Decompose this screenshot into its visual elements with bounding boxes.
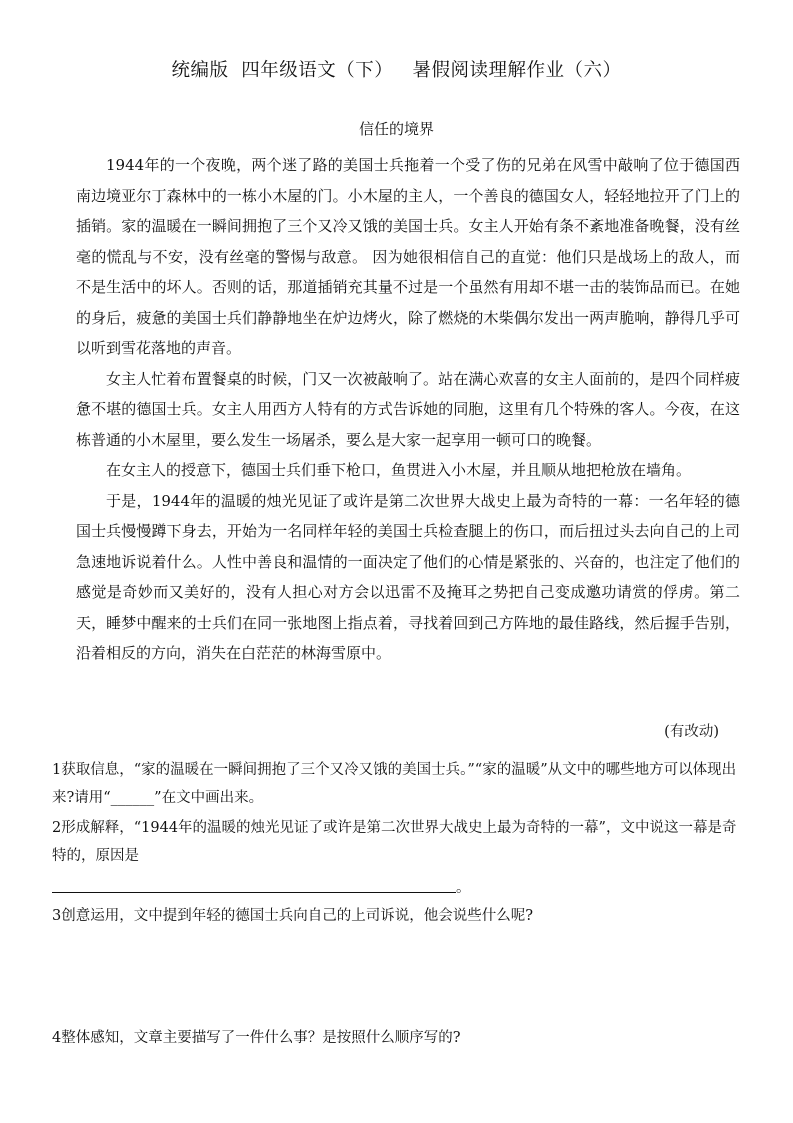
article-title: 信任的境界 — [358, 120, 434, 138]
article-paragraph-1: 1944年的一个夜晚，两个迷了路的美国士兵拖着一个受了伤的兄弟在风雪中敲响了位于德国西南边境亚尔丁森林中的一栋小木屋的门。小木屋的主人，一个善良的德国女人，轻轻地拉开了门上的插销。家的温暖在一瞬间拥抱了三个又冷又饿的美国士兵。女主人开始有条不紊地准备晚餐，没有丝毫的慌乱与不安，没有丝毫的警惕与敌意。 因为她很相信自己的直觉：他们只是战场上的敌人，而不是生活中的坏人。否则的话，那道插销充其量不过是一个虽然有用却不堪一击的装饰品而已。在她的身后，疲惫的美国士兵们静静地坐在炉边烤火，除了燃烧的木柴偶尔发出一两声脆响，静得几乎可以听到雪花落地的声音。 — [76, 156, 740, 357]
questions-section — [52, 756, 742, 1046]
source-note: (有改动) — [664, 724, 719, 740]
question-3: 3创意运用，文中提到年轻的德国士兵向自己的上司诉说，他会说些什么呢? — [52, 908, 533, 924]
question-2: 2形成解释，“1944年的温暖的烛光见证了或许是第二次世界大战史上最为奇特的一幕”，文中说这一幕是奇特的，原因是 — [52, 820, 737, 864]
article-paragraph-3: 在女主人的授意下，德国士兵们垂下枪口，鱼贯进入小木屋，并且顺从地把枪放在墙角。 — [106, 461, 692, 479]
question-1: 1获取信息，“家的温暖在一瞬间拥抱了三个又冷又饿的美国士兵。”“家的温暖”从文中的哪些地方可以体现出来?请用“______”在文中画出来。 — [52, 762, 737, 806]
article-paragraph-4: 于是，1944年的温暖的烛光见证了或许是第二次世界大战史上最为奇特的一幕：一名年轻的德国士兵慢慢蹲下身去，开始为一名同样年轻的美国士兵检查腿上的伤口，而后扭过头去向自己的上司急速地诉说着什么。人性中善良和温情的一面决定了他们的心情是紧张的、兴奋的，也注定了他们的感觉是奇妙而又美好的，没有人担心对方会以迅雷不及掩耳之势把自己变成邀功请赏的俘虏。第二天，睡梦中醒来的士兵们在同一张地图上指点着，寻找着回到己方阵地的最佳路线，然后握手告别，沿着相反的方向，消失在白茫茫的林海雪原中。 — [76, 491, 740, 662]
answer-blank-line[interactable] — [52, 874, 742, 902]
article-paragraph-2: 女主人忙着布置餐桌的时候，门又一次被敲响了。站在满心欢喜的女主人面前的，是四个同样疲惫不堪的德国士兵。女主人用西方人特有的方式告诉她的同胞，这里有几个特殊的客人。今夜，在这栋普通的小木屋里，要么发生一场屠杀，要么是大家一起享用一顿可口的晚餐。 — [76, 369, 740, 449]
answer-period: 。 — [456, 880, 471, 896]
page-title: 统编版 四年级语文（下） 暑假阅读理解作业（六） — [171, 60, 622, 81]
answer-underline — [52, 892, 456, 893]
article-body — [76, 150, 740, 669]
question-4: 4整体感知，文章主要描写了一件什么事？是按照什么顺序写的? — [52, 1030, 461, 1046]
